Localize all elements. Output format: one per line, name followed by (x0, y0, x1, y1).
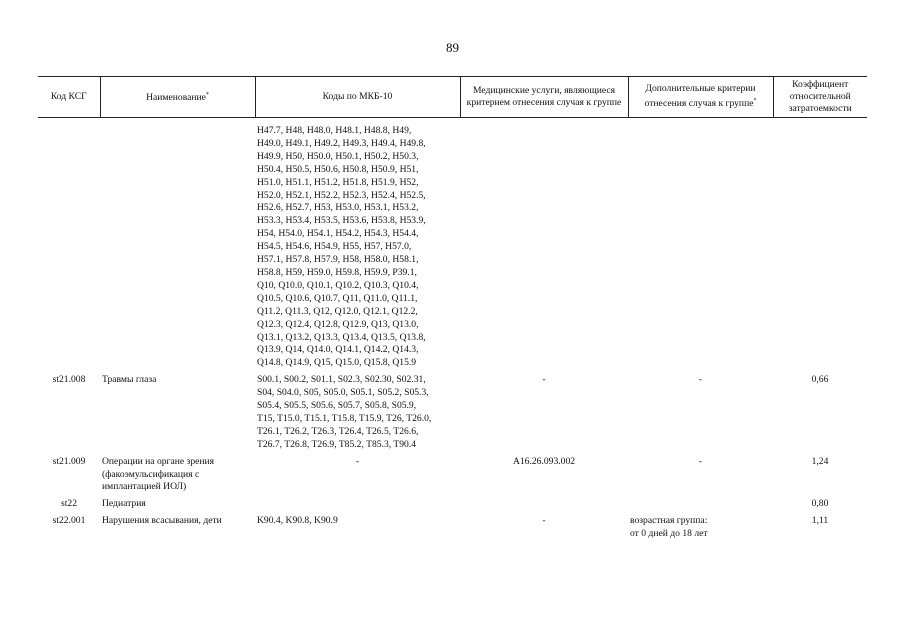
additional-criteria (628, 452, 773, 495)
text-line: H53.3, H53.4, H53.5, H53.6, H53.8, H53.9, (257, 215, 426, 227)
header-services: Медицинские услуги, являющиеся критерием отнесения случая к группе (460, 77, 628, 118)
text-line: S00.1, S00.2, S01.1, S02.3, S02.30, S02.31, (257, 374, 426, 386)
mkb-codes (255, 511, 460, 541)
cost-coefficient: 1,24 (811, 455, 829, 467)
ksg-code: st21.009 (52, 455, 86, 467)
ksg-name (100, 370, 255, 451)
text-line: Q10, Q10.0, Q10.1, Q10.2, Q10.3, Q10.4, (257, 279, 419, 291)
ksg-code: st21.008 (52, 374, 86, 386)
text-line: S04, S04.0, S05, S05.0, S05.1, S05.2, S05.3, (257, 387, 429, 399)
text-line: Q14.8, Q14.9, Q15, Q15.0, Q15.8, Q15.9 (257, 357, 417, 369)
header-code: Код КСГ (38, 77, 100, 118)
medical-services: A16.26.093.002 (512, 455, 576, 467)
text-line: имплантацией ИОЛ) (102, 481, 187, 493)
text-line: - (355, 455, 360, 467)
additional-criteria (628, 370, 773, 451)
text-line: возрастная группа: (630, 515, 708, 527)
text-line: - (698, 374, 703, 386)
table-row-continuation (38, 125, 867, 370)
table-row (38, 370, 867, 451)
text-line: H57.1, H57.8, H57.9, H58, H58.0, H58.1, (257, 254, 419, 266)
mkb-codes (255, 494, 460, 511)
table-header (38, 77, 867, 118)
medical-services: - (542, 515, 546, 527)
text-line: Педиатрия (102, 498, 146, 510)
ksg-table (38, 76, 867, 541)
ksg-name (100, 511, 255, 541)
text-line: H49.9, H50, H50.0, H50.1, H50.2, H50.3, (257, 150, 419, 162)
text-line: T26.1, T26.2, T26.3, T26.4, T26.5, T26.6, (257, 425, 419, 437)
text-line: Q11.2, Q11.3, Q12, Q12.0, Q12.1, Q12.2, (257, 305, 418, 317)
text-line: Q13.1, Q13.2, Q13.3, Q13.4, Q13.5, Q13.8, (257, 331, 426, 343)
page-number: 89 (446, 40, 459, 55)
cost-coefficient: 1,11 (811, 515, 829, 527)
ksg-name (100, 494, 255, 511)
medical-services: - (542, 374, 546, 386)
text-line: Травмы глаза (102, 374, 157, 386)
text-line: H47.7, H48, H48.0, H48.1, H48.8, H49, (257, 125, 412, 136)
text-line: - (698, 455, 703, 467)
mkb-codes (255, 452, 460, 495)
text-line: T26.7, T26.8, T26.9, T85.2, T85.3, T90.4 (257, 438, 417, 450)
ksg-code: st22 (61, 498, 77, 510)
text-line: от 0 дней до 18 лет (630, 528, 708, 540)
text-line: H52.0, H52.1, H52.2, H52.3, H52.4, H52.5, (257, 189, 426, 201)
additional-criteria (628, 494, 773, 511)
cost-coefficient: 0,66 (811, 374, 829, 386)
text-line: H54.5, H54.6, H54.9, H55, H57, H57.0, (257, 241, 412, 253)
table-row (38, 494, 867, 511)
text-line: H58.8, H59, H59.0, H59.8, H59.9, P39.1, (257, 266, 417, 278)
text-line: Q13.9, Q14, Q14.0, Q14.1, Q14.2, Q14.3, (257, 344, 419, 356)
text-line: S05.4, S05.5, S05.6, S05.7, S05.8, S05.9, (257, 400, 417, 412)
table-row (38, 511, 867, 541)
additional-criteria (628, 511, 773, 541)
text-line: H50.4, H50.5, H50.6, H50.8, H50.9, H51, (257, 163, 419, 175)
text-line: (факоэмульсификация с (102, 468, 200, 480)
text-line: Операции на органе зрения (102, 455, 215, 467)
medical-services (460, 494, 628, 511)
mkb-codes (255, 370, 460, 451)
text-line: H54, H54.0, H54.1, H54.2, H54.3, H54.4, (257, 228, 419, 240)
header-coefficient: Коэффициент относительной затратоемкости (773, 77, 867, 118)
text-line: H52.6, H52.7, H53, H53.0, H53.1, H53.2, (257, 202, 419, 214)
mkb-codes-continuation (255, 125, 460, 370)
text-line: Нарушения всасывания, дети (102, 515, 222, 527)
text-line: K90.4, K90.8, K90.9 (257, 515, 338, 527)
text-line: Q12.3, Q12.4, Q12.8, Q12.9, Q13, Q13.0, (257, 318, 419, 330)
header-criteria: Дополнительные критерии отнесения случая к группе* (628, 77, 773, 118)
text-line: Q10.5, Q10.6, Q10.7, Q11, Q11.0, Q11.1, (257, 292, 418, 304)
text-line: H51.0, H51.1, H51.2, H51.8, H51.9, H52, (257, 176, 419, 188)
header-mkb: Коды по МКБ-10 (255, 77, 460, 118)
text-line: H49.0, H49.1, H49.2, H49.3, H49.4, H49.8, (257, 137, 426, 149)
header-name: Наименование* (100, 77, 255, 118)
ksg-name (100, 452, 255, 495)
ksg-code: st22.001 (52, 515, 86, 527)
table-row (38, 452, 867, 495)
cost-coefficient: 0,80 (811, 498, 829, 510)
text-line: T15, T15.0, T15.1, T15.8, T15.9, T26, T26.0, (257, 412, 432, 424)
table-body (38, 118, 867, 542)
